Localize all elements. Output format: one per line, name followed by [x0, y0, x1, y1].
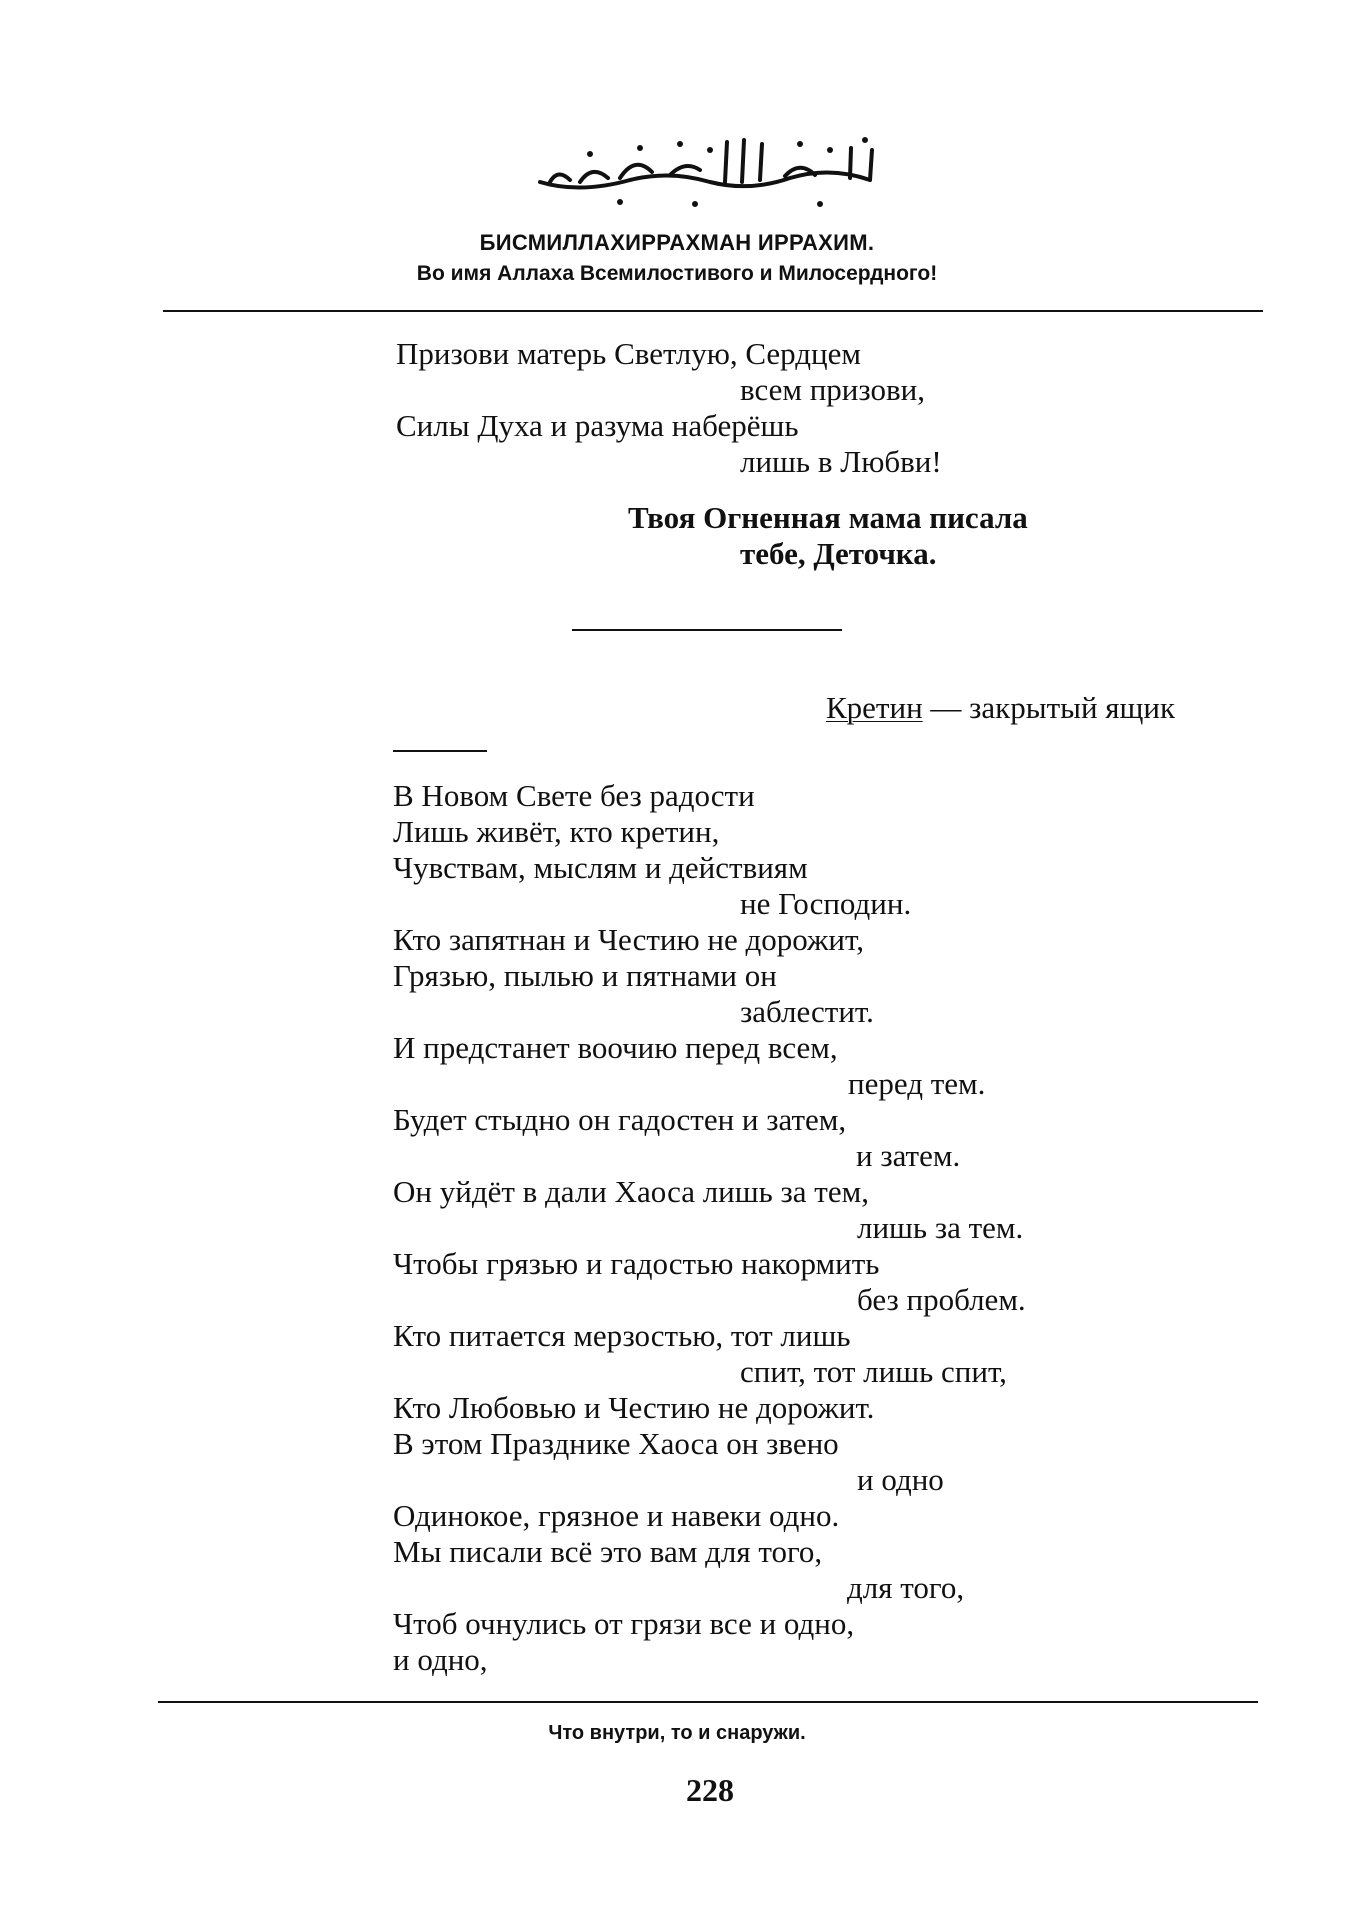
header-title: БИСМИЛЛАХИРРАХМАН ИРРАХИМ.: [479, 230, 875, 255]
poem-line: спит, тот лишь спит,: [740, 1354, 1007, 1389]
epigraph-line: всем призови,: [740, 372, 925, 407]
epigraph-line: Силы Духа и разума наберёшь: [396, 408, 799, 443]
calligraphy-image: [520, 120, 900, 220]
poem-line: Кто питается мерзостью, тот лишь: [393, 1318, 851, 1353]
footer-divider: [158, 1701, 1258, 1703]
poem-line: В Новом Свете без радости: [393, 778, 755, 813]
poem-line: без проблем.: [857, 1282, 1026, 1317]
header-divider: [163, 310, 1263, 312]
section-divider: [572, 629, 842, 631]
poem-line: Одинокое, грязное и навеки одно.: [393, 1498, 840, 1533]
poem-line: и затем.: [856, 1138, 961, 1173]
poem-dash-rule: [393, 750, 487, 752]
epigraph-signature: тебе, Деточка.: [740, 536, 937, 571]
poem-line: Лишь живёт, кто кретин,: [393, 814, 720, 849]
header-subtitle: Во имя Аллаха Всемилостивого и Милосердного!: [416, 262, 938, 285]
poem-heading-rest: — закрытый ящик: [922, 690, 1176, 725]
poem-line: Будет стыдно он гадостен и затем,: [393, 1102, 847, 1137]
epigraph-line: Призови матерь Светлую, Сердцем: [396, 336, 862, 371]
poem-line: Кто запятнан и Честию не дорожит,: [393, 922, 864, 957]
poem-line: Мы писали всё это вам для того,: [393, 1534, 823, 1569]
poem-line: Грязью, пылью и пятнами он: [393, 958, 777, 993]
epigraph-signature: Твоя Огненная мама писала: [628, 500, 1028, 535]
poem-line: Кто Любовью и Честию не дорожит.: [393, 1390, 875, 1425]
poem-line: И предстанет воочию перед всем,: [393, 1030, 838, 1065]
poem-line: и одно,: [393, 1642, 488, 1677]
poem-line: В этом Празднике Хаоса он звено: [393, 1426, 839, 1461]
poem-line: Чтоб очнулись от грязи все и одно,: [393, 1606, 855, 1641]
poem-line: лишь за тем.: [857, 1210, 1024, 1245]
poem-line: перед тем.: [848, 1066, 986, 1101]
poem-line: и одно: [857, 1462, 944, 1497]
poem-line: не Господин.: [740, 886, 912, 921]
poem-heading-word: Кретин: [826, 690, 923, 725]
poem-line: Чувствам, мыслям и действиям: [393, 850, 808, 885]
poem-line: Он уйдёт в дали Хаоса лишь за тем,: [393, 1174, 869, 1209]
bismillah-calligraphy: [520, 120, 900, 220]
poem-line: для того,: [847, 1570, 965, 1605]
epigraph-line: лишь в Любви!: [740, 444, 942, 479]
poem-line: Чтобы грязью и гадостью накормить: [393, 1246, 880, 1281]
footer-motto: Что внутри, то и снаружи.: [548, 1722, 806, 1744]
page-number: 228: [686, 1772, 734, 1808]
poem-line: заблестит.: [740, 994, 874, 1029]
poem-heading: [826, 690, 1175, 726]
